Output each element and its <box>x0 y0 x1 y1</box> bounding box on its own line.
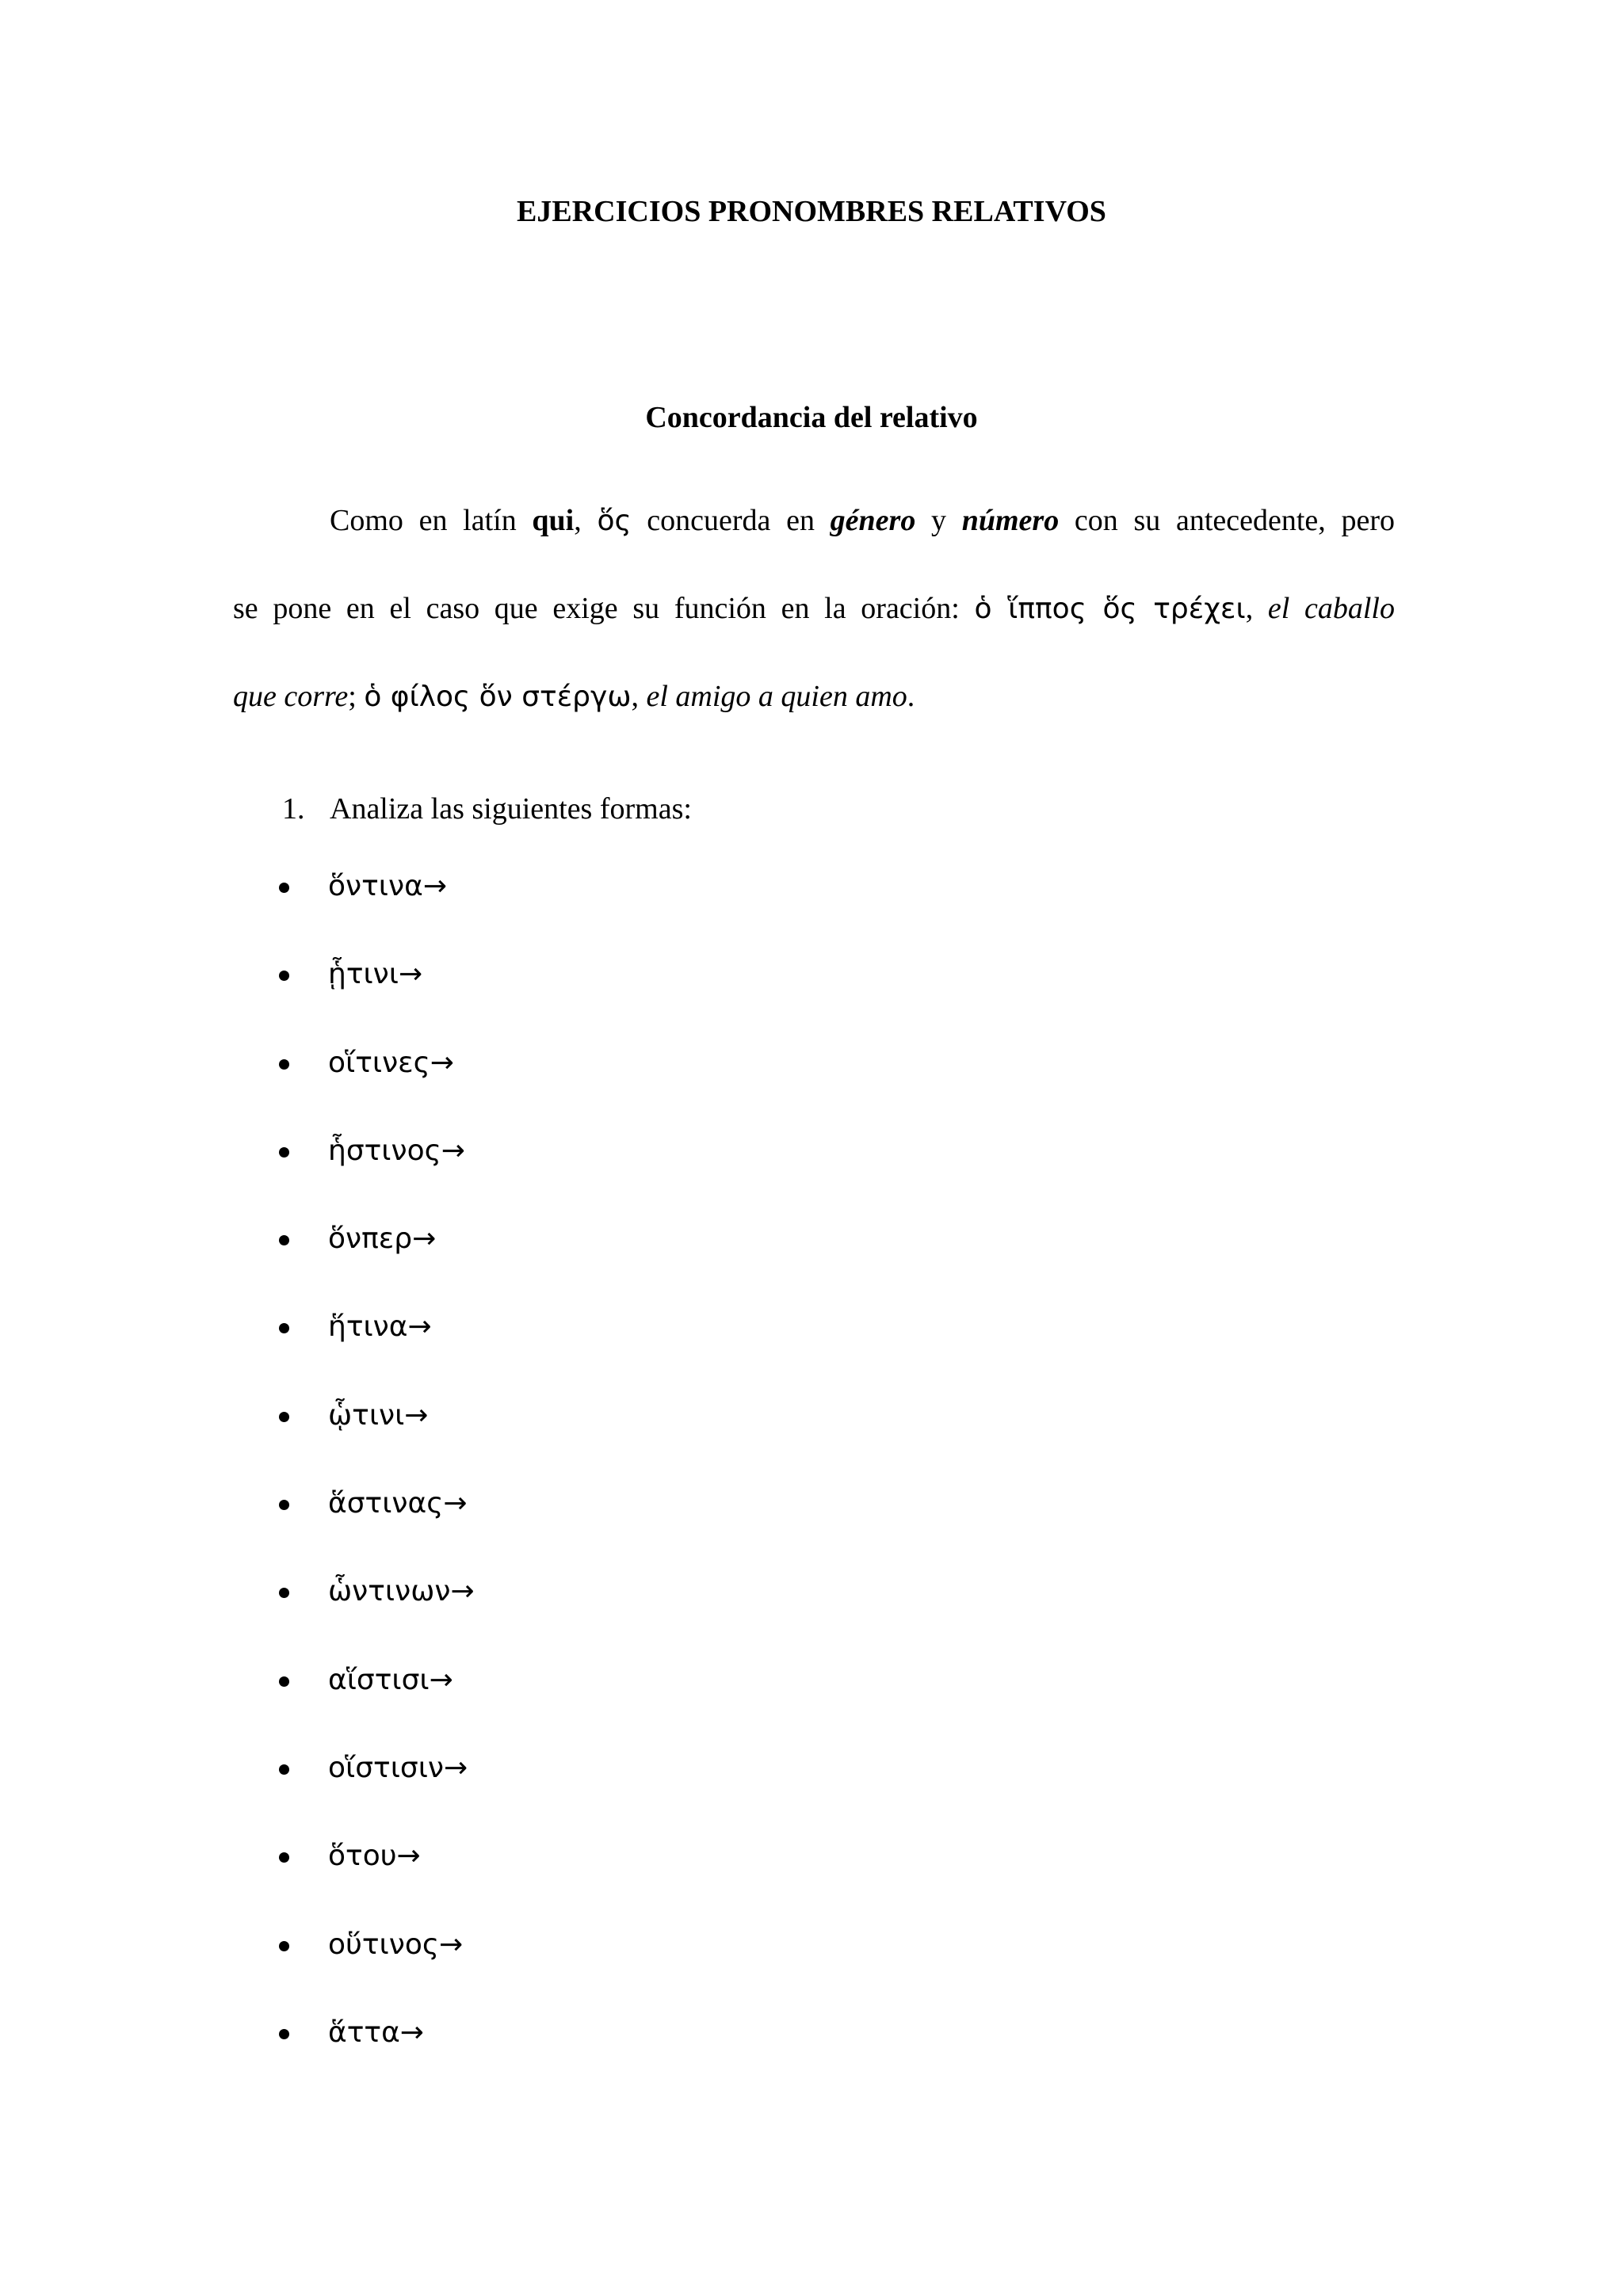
bullet-icon <box>279 971 289 981</box>
italic-translation: el amigo a quien amo <box>646 680 907 713</box>
bullet-icon <box>279 1147 289 1158</box>
paragraph-line-2 <box>233 589 1395 629</box>
italic-translation: el caballo <box>1267 592 1395 625</box>
paragraph-line-3 <box>233 677 1395 717</box>
bullet-icon <box>279 1764 289 1775</box>
greek-form: ᾗτινι→ <box>328 958 423 991</box>
list-item <box>0 1131 1623 1219</box>
greek-form: ὅνπερ→ <box>328 1222 437 1256</box>
greek-form: οἵστισιν→ <box>328 1751 468 1784</box>
bullet-icon <box>279 1588 289 1598</box>
text-run: , <box>574 504 598 537</box>
greek-form: ὅντινα→ <box>328 870 447 902</box>
list-item <box>0 1396 1623 1484</box>
bold-italic-term-genero: género <box>830 504 916 537</box>
text-run: Como en latín <box>330 504 533 537</box>
list-item <box>0 1836 1623 1924</box>
text-run: con su antecedente, pero <box>1059 504 1395 537</box>
greek-form: οἵτινες→ <box>328 1046 454 1079</box>
bullet-icon <box>279 2029 289 2039</box>
greek-form: ἅστινας→ <box>328 1487 468 1520</box>
text-run: ; <box>348 680 365 713</box>
greek-example: ὁ ἵππος ὅς τρέχει <box>974 593 1246 625</box>
greek-form: ἅττα→ <box>328 2016 424 2049</box>
list-item <box>0 1484 1623 1572</box>
greek-form: ὅτου→ <box>328 1840 421 1873</box>
text-run: se pone en el caso que exige su función en la oración: <box>233 592 975 625</box>
list-item <box>0 2013 1623 2101</box>
section-heading: Concordancia del relativo <box>645 401 978 434</box>
bullet-icon <box>279 1852 289 1863</box>
greek-form: ὧντινων→ <box>328 1575 475 1608</box>
list-item <box>0 1043 1623 1131</box>
bullet-icon <box>279 883 289 893</box>
paragraph-line-1 <box>233 501 1395 541</box>
list-item <box>0 955 1623 1043</box>
bullet-icon <box>279 1235 289 1245</box>
list-item <box>0 867 1623 955</box>
bullet-icon <box>279 1412 289 1422</box>
bullet-icon <box>279 1059 289 1070</box>
greek-form: ἧστινος→ <box>328 1134 465 1167</box>
question-number: 1. <box>282 792 305 826</box>
text-run: , <box>631 680 647 713</box>
list-item <box>0 1219 1623 1307</box>
list-item <box>0 1925 1623 2013</box>
page-title: EJERCICIOS PRONOMBRES RELATIVOS <box>517 195 1106 228</box>
forms-list <box>0 867 1623 2101</box>
text-run: y <box>915 504 962 537</box>
text-run: , <box>1245 592 1268 625</box>
greek-form: αἵστισι→ <box>328 1663 453 1696</box>
list-item <box>0 1749 1623 1836</box>
greek-form: ᾧτινι→ <box>328 1398 429 1432</box>
greek-form: ἥτινα→ <box>328 1310 432 1344</box>
bold-italic-term-numero: número <box>961 504 1060 537</box>
question-text: Analiza las siguientes formas: <box>330 792 692 826</box>
bullet-icon <box>279 1500 289 1510</box>
bullet-icon <box>279 1676 289 1687</box>
greek-form: οὕτινος→ <box>328 1928 464 1961</box>
list-item <box>0 1307 1623 1395</box>
bullet-icon <box>279 1941 289 1951</box>
text-run: . <box>907 680 915 713</box>
list-item <box>0 1661 1623 1749</box>
text-run: concuerda en <box>631 504 831 537</box>
greek-term: ὅς <box>597 505 632 537</box>
italic-translation: que corre <box>233 680 349 713</box>
bold-term-qui: qui <box>532 504 575 537</box>
bullet-icon <box>279 1323 289 1333</box>
exercise-question <box>282 789 692 829</box>
list-item <box>0 1572 1623 1660</box>
greek-example: ὁ φίλος ὅν στέργω <box>364 681 632 713</box>
